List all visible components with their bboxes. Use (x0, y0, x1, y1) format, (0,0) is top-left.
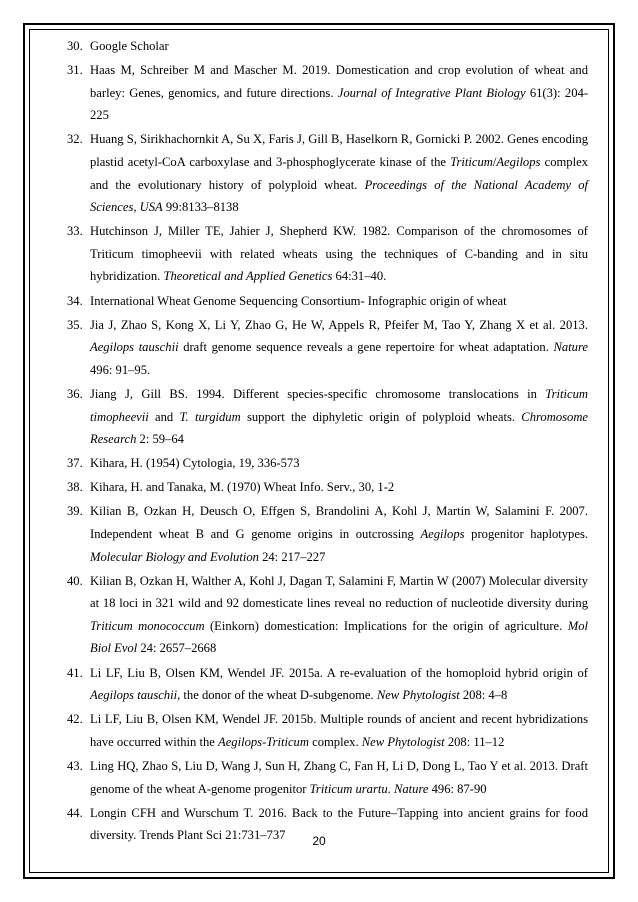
reference-italic-text: Chromosome Research (90, 409, 588, 447)
reference-number: 41. (67, 665, 83, 680)
reference-text: / (492, 154, 497, 169)
reference-number: 37. (67, 456, 83, 471)
reference-text: Kilian B, Ozkan H, Deusch O, Effgen S, Brandolini A, Kohl J, Martin W, Salamini F. 2007. Independent wheat B and G genome origins in outcrossing (90, 504, 588, 541)
reference-italic-text: New Phytologist (361, 734, 445, 749)
reference-number: 39. (67, 504, 83, 519)
reference-italic-text: Molecular Biology and Evolution (90, 549, 259, 564)
reference-italic-text: Mol Biol Evol (90, 618, 588, 656)
reference-text: complex. (308, 734, 362, 749)
reference-item (0, 452, 588, 475)
reference-number: 42. (67, 712, 83, 727)
reference-text: Hutchinson J, Miller TE, Jahier J, Shepherd KW. 1982. Comparison of the chromosomes of Triticum timopheevii with related wheats using the techniques of C-banding and in situ hybridization. (90, 224, 588, 284)
reference-item (0, 570, 588, 660)
reference-number: 35. (67, 317, 83, 332)
reference-item (0, 128, 588, 218)
reference-italic-text: Journal of Integrative Plant Biology (337, 85, 526, 100)
reference-text: 24: 2657–2668 (137, 641, 217, 656)
reference-text: . (387, 781, 394, 796)
reference-text: 496: 87-90 (428, 781, 487, 796)
reference-item (0, 59, 588, 127)
reference-italic-text: Aegilops tauschii (90, 340, 179, 355)
reference-item (0, 708, 588, 753)
reference-number: 43. (67, 758, 83, 773)
reference-italic-text: Aegilops tauschii (90, 688, 178, 703)
reference-text: and (148, 409, 180, 424)
reference-item (0, 35, 588, 58)
reference-number: 38. (67, 480, 83, 495)
reference-italic-text: Nature (553, 340, 588, 355)
reference-italic-text: Aegilops (496, 154, 541, 169)
reference-italic-text: Triticum urartu (309, 781, 388, 796)
reference-text: International Wheat Genome Sequencing Consortium- Infographic origin of wheat (90, 293, 507, 308)
reference-text: Kihara, H. and Tanaka, M. (1970) Wheat Info. Serv., 30, 1-2 (90, 480, 395, 495)
reference-number: 36. (67, 386, 83, 401)
reference-text: 61(3): 204-225 (90, 85, 588, 123)
reference-text: Jiang J, Gill BS. 1994. Different species-specific chromosome translocations in (90, 386, 546, 401)
page-number: 20 (312, 834, 326, 848)
reference-text: (Einkorn) domestication: Implications for the origin of agriculture. (204, 618, 568, 633)
reference-item (0, 383, 588, 451)
reference-italic-text: Theoretical and Applied Genetics (163, 269, 333, 284)
reference-text: Google Scholar (90, 39, 169, 53)
reference-text: Ling HQ, Zhao S, Liu D, Wang J, Sun H, Zhang C, Fan H, Li D, Dong L, Tao Y et al. 2013. Draft genome of the wheat A-genome progenitor (90, 758, 588, 796)
reference-number: 30. (67, 39, 83, 53)
reference-text: 2: 59–64 (136, 432, 184, 447)
reference-italic-text: Aegilops-Triticum (218, 734, 309, 749)
reference-text: Kihara, H. (1954) Cytologia, 19, 336-573 (90, 456, 300, 471)
reference-item (0, 476, 588, 499)
reference-text: 208: 4–8 (459, 688, 508, 703)
reference-number: 40. (67, 573, 83, 588)
reference-text: Kilian B, Ozkan H, Walther A, Kohl J, Dagan T, Salamini F, Martin W (2007) Molecular diversity at 18 loci in 321 wild and 92 domesticate lines reveal no reduction of nucleotide diversity during (90, 573, 588, 611)
reference-item (0, 290, 588, 313)
reference-text: 208: 11–12 (444, 734, 505, 749)
reference-text: Li LF, Liu B, Olsen KM, Wendel JF. 2015b. Multiple rounds of ancient and recent hybridizations have occurred within the (90, 712, 588, 749)
reference-item (0, 314, 588, 382)
reference-text: 64:31–40. (332, 269, 387, 284)
reference-item (0, 500, 588, 568)
reference-number: 33. (67, 224, 83, 239)
reference-text: , the donor of the wheat D-subgenome. (177, 688, 377, 703)
reference-italic-text: Proceedings of the National Academy of Sciences, USA (90, 177, 588, 215)
reference-text: 496: 91–95. (90, 362, 151, 377)
reference-list (0, 35, 638, 848)
reference-text: Li LF, Liu B, Olsen KM, Wendel JF. 2015a. A re-evaluation of the homoploid hybrid origin of (90, 665, 588, 680)
reference-italic-text: T. turgidum (179, 409, 241, 424)
reference-italic-text: New Phytologist (376, 688, 460, 703)
reference-italic-text: Triticum timopheevii (90, 386, 588, 424)
reference-number: 34. (67, 293, 83, 308)
reference-text: 24: 217–227 (258, 549, 326, 564)
reference-text: draft genome sequence reveals a gene repertoire for wheat adaptation. (178, 340, 554, 355)
reference-italic-text: Aegilops (420, 526, 465, 541)
reference-item (0, 662, 588, 707)
reference-italic-text: Triticum (450, 154, 493, 169)
reference-number: 44. (67, 805, 83, 820)
reference-number: 31. (67, 63, 83, 78)
reference-item (0, 755, 588, 800)
reference-text: support the diphyletic origin of polyploid wheats. (240, 409, 522, 424)
reference-text: Longin CFH and Wurschum T. 2016. Back to the Future–Tapping into ancient grains for food diversity. Trends Plant Sci 21:731–737 (90, 805, 588, 843)
reference-text: Jia J, Zhao S, Kong X, Li Y, Zhao G, He W, Appels R, Pfeifer M, Tao Y, Zhang X et al. 2013. (90, 317, 588, 332)
reference-text: Haas M, Schreiber M and Mascher M. 2019. Domestication and crop evolution of wheat and barley: Genes, genomics, and future directions. (90, 63, 588, 100)
reference-text: 99:8133–8138 (162, 200, 239, 215)
reference-text: Huang S, Sirikhachornkit A, Su X, Faris J, Gill B, Haselkorn R, Gornicki P. 2002. Genes encoding plastid acetyl-CoA carboxylase and 3-phosphoglycerate kinase of the (90, 132, 588, 169)
reference-italic-text: Nature (393, 781, 429, 796)
reference-number: 32. (67, 132, 83, 147)
reference-item (0, 220, 588, 288)
reference-text: progenitor haplotypes. (464, 526, 588, 541)
reference-italic-text: Triticum monococcum (90, 618, 205, 633)
reference-text: complex and the evolutionary history of polyploid wheat. (90, 154, 588, 192)
